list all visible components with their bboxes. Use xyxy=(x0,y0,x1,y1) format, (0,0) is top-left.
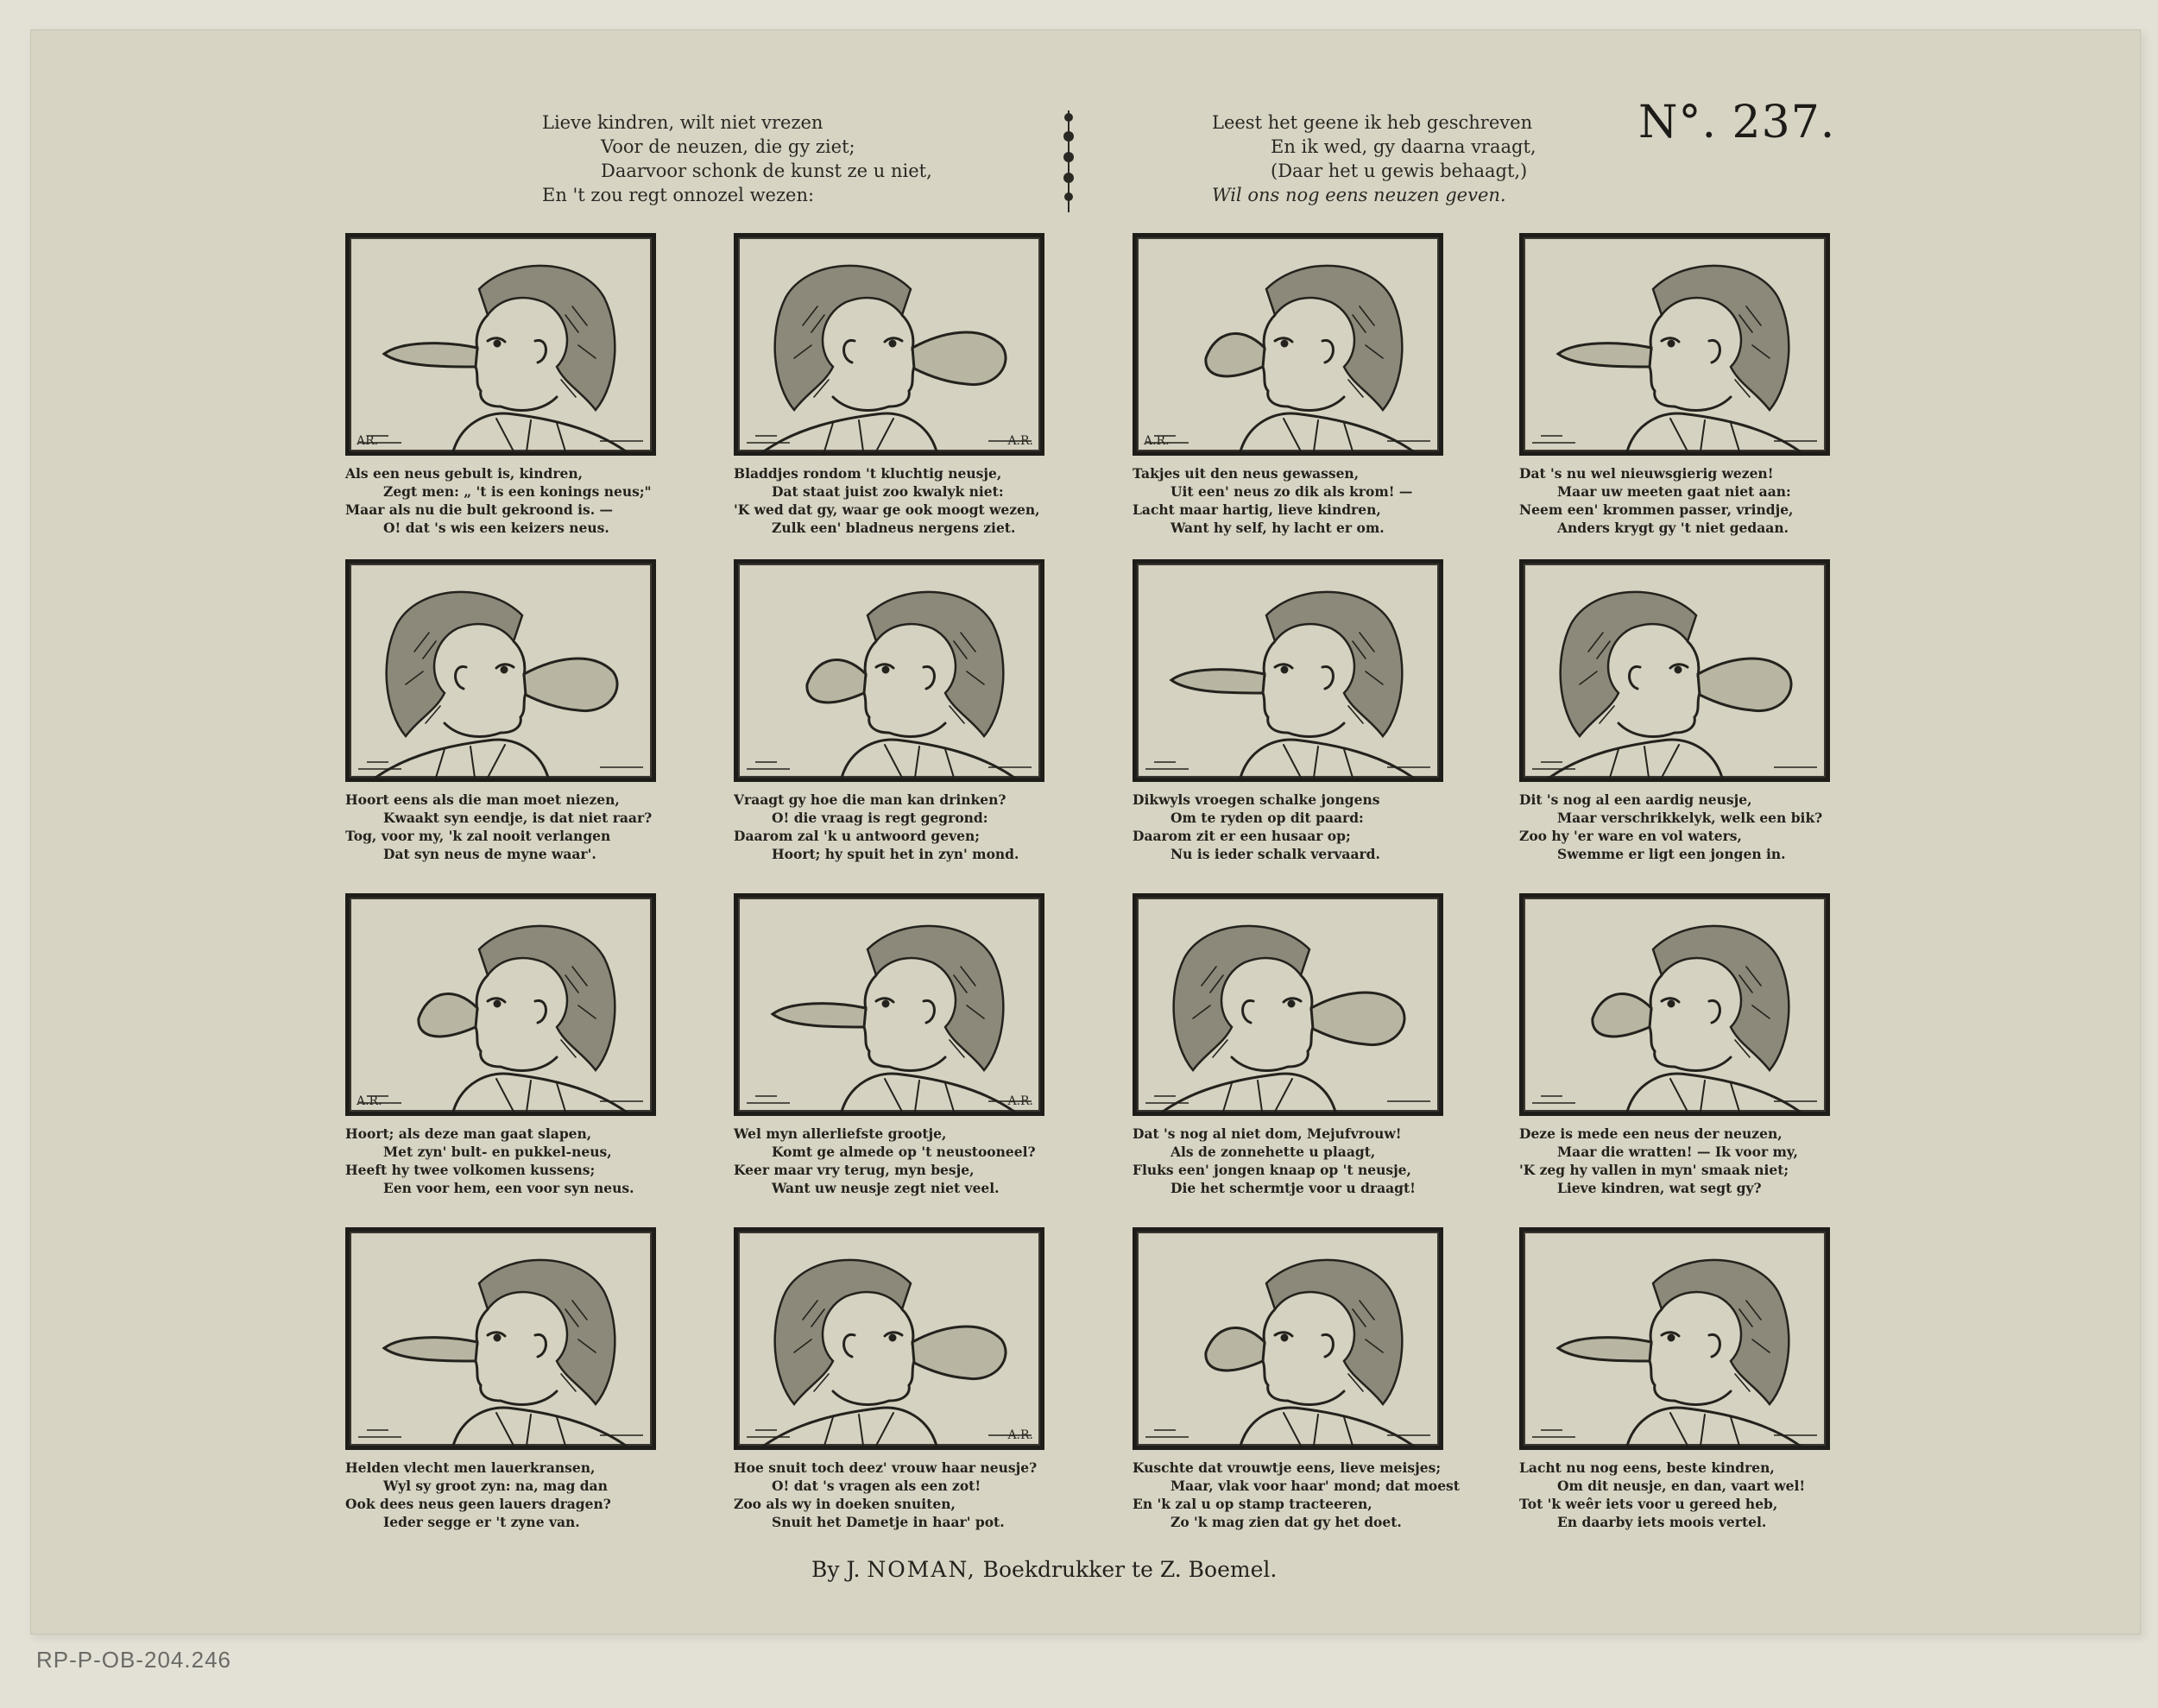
woodcut-panel xyxy=(734,893,1044,1197)
verse-caption xyxy=(345,464,656,537)
woodcut-frame xyxy=(345,1227,656,1450)
caption-line: Takjes uit den neus gewassen, xyxy=(1133,465,1360,482)
caption-line: Heeft hy twee volkomen kussens; xyxy=(345,1162,596,1178)
caption-line: Bladdjes rondom 't kluchtig neusje, xyxy=(734,465,1002,482)
caption-line: Tog, voor my, 'k zal nooit verlangen xyxy=(345,828,611,844)
woodcut-frame xyxy=(1519,559,1830,782)
caption-line: Want hy self, hy lacht er om. xyxy=(1170,520,1385,536)
caption-line: Hoe snuit toch deez' vrouw haar neusje? xyxy=(734,1459,1038,1476)
caption-line: En 'k zal u op stamp tracteeren, xyxy=(1133,1496,1372,1512)
verse-caption xyxy=(1133,1459,1460,1531)
verse-right-line: (Daar het u gewis behaagt,) xyxy=(1271,161,1528,181)
woodcut-frame xyxy=(1133,559,1443,782)
caption-line: Daarom zit er een husaar op; xyxy=(1133,828,1351,844)
caption-line: Wel myn allerliefste grootje, xyxy=(734,1125,947,1142)
woodcut-panel xyxy=(1519,233,1830,537)
caption-line: Komt ge almede op 't neustooneel? xyxy=(772,1144,1036,1160)
grandmother-long-nose-icon xyxy=(738,898,1040,1112)
caption-line: En daarby iets moois vertel. xyxy=(1557,1514,1767,1530)
woodcut-panel xyxy=(345,1227,656,1531)
caption-line: Hoort; als deze man gaat slapen, xyxy=(345,1125,592,1142)
caption-line: Uit een' neus zo dik als krom! — xyxy=(1170,483,1413,500)
verse-right xyxy=(1212,110,1536,207)
caption-line: Zoo als wy in doeken snuiten, xyxy=(734,1496,956,1512)
king-with-crowned-nose-icon xyxy=(350,237,652,451)
verse-caption xyxy=(1519,791,1830,863)
caption-line: O! die vraag is regt gegrond: xyxy=(772,810,988,826)
verse-left-line: Lieve kindren, wilt niet vrezen xyxy=(542,112,823,133)
verse-left-line: En 't zou regt onnozel wezen: xyxy=(542,185,815,205)
woodcut-panel xyxy=(1133,1227,1460,1531)
caption-line: Lacht nu nog eens, beste kindren, xyxy=(1519,1459,1775,1476)
woodcut-panel xyxy=(345,233,656,537)
man-with-trunk-nose-icon xyxy=(738,564,1040,778)
engraver-monogram: A.R. xyxy=(1007,434,1033,448)
caption-line: Neem een' krommen passer, vrindje, xyxy=(1519,501,1794,518)
woodcut-frame xyxy=(1519,233,1830,456)
caption-line: Tot 'k weêr iets voor u gereed heb, xyxy=(1519,1496,1778,1512)
verse-caption xyxy=(345,1125,656,1197)
imprint xyxy=(811,1557,1277,1582)
caption-line: Fluks een' jongen knaap op 't neusje, xyxy=(1133,1162,1411,1178)
caption-line: Daarom zal 'k u antwoord geven; xyxy=(734,828,980,844)
caption-line: Zoo hy 'er ware en vol waters, xyxy=(1519,828,1742,844)
verse-left-line: Voor de neuzen, die gy ziet; xyxy=(601,136,855,157)
caption-line: Dat staat juist zoo kwalyk niet: xyxy=(772,483,1004,500)
woodcut-panel xyxy=(1133,893,1443,1197)
caption-line: Deze is mede een neus der neuzen, xyxy=(1519,1125,1783,1142)
caption-line: Swemme er ligt een jongen in. xyxy=(1557,846,1786,862)
caption-line: Keer maar vry terug, myn besje, xyxy=(734,1162,975,1178)
imprint-pre: By J. xyxy=(811,1557,868,1582)
woodcut-panel xyxy=(734,1227,1044,1531)
verse-caption xyxy=(345,1459,656,1531)
woodcut-frame xyxy=(1519,893,1830,1116)
caption-line: Zegt men: „ 't is een konings neus;" xyxy=(383,483,652,500)
caption-line: Kwaakt syn eendje, is dat niet raar? xyxy=(383,810,653,826)
woodcut-frame xyxy=(1133,233,1443,456)
verse-right-line: Leest het geene ik heb geschreven xyxy=(1212,112,1533,133)
caption-line: Maar, vlak voor haar' mond; dat moest xyxy=(1170,1478,1460,1494)
man-laurel-wreath-nose-icon xyxy=(350,1232,652,1446)
woodcut-panel xyxy=(345,893,656,1197)
engraver-monogram: A.R. xyxy=(357,1094,382,1108)
caption-line: Om dit neusje, en dan, vaart wel! xyxy=(1557,1478,1806,1494)
verse-caption xyxy=(734,1459,1044,1531)
caption-line: Dit 's nog al een aardig neusje, xyxy=(1519,791,1752,808)
caption-line: Zulk een' bladneus nergens ziet. xyxy=(772,520,1016,536)
caption-line: Dat 's nu wel nieuwsgierig wezen! xyxy=(1519,465,1774,482)
hussar-riding-nose-icon xyxy=(1137,564,1439,778)
caption-line: Zo 'k mag zien dat gy het doet. xyxy=(1170,1514,1402,1530)
woodcut-frame xyxy=(345,893,656,1116)
caption-line: Die het schermtje voor u draagt! xyxy=(1170,1180,1416,1196)
woman-sausage-nose-icon xyxy=(1137,1232,1439,1446)
woodcut-frame xyxy=(734,233,1044,456)
verse-caption xyxy=(734,1125,1044,1197)
caption-line: Lieve kindren, wat segt gy? xyxy=(1557,1180,1762,1196)
caption-line: Met zyn' bult- en pukkel-neus, xyxy=(383,1144,612,1160)
caption-line: Als de zonnehette u plaagt, xyxy=(1170,1144,1376,1160)
woman-bell-nose-icon xyxy=(738,1232,1040,1446)
verse-left-line: Daarvoor schonk de kunst ze u niet, xyxy=(601,161,932,181)
engraver-monogram: A.R. xyxy=(1007,1094,1033,1108)
woodcut-panel xyxy=(1133,233,1443,537)
imprint-printer-name: NOMAN, xyxy=(867,1557,976,1582)
caption-line: Kuschte dat vrouwtje eens, lieve meisjes; xyxy=(1133,1459,1442,1476)
caption-line: Dat syn neus de myne waar'. xyxy=(383,846,596,862)
sheet-number: N°. 237. xyxy=(1638,97,1836,148)
caption-line: Dikwyls vroegen schalke jongens xyxy=(1133,791,1380,808)
imprint-post: Boekdrukker te Z. Boemel. xyxy=(975,1557,1278,1582)
woman-parasol-nose-icon xyxy=(1137,898,1439,1112)
verse-right-line: Wil ons nog eens neuzen geven. xyxy=(1212,185,1506,205)
caption-line: Anders krygt gy 't niet gedaan. xyxy=(1557,520,1789,536)
woodcut-frame xyxy=(345,559,656,782)
vertical-ornament-icon xyxy=(1060,110,1077,212)
caption-line: Maar als nu die bult gekroond is. — xyxy=(345,501,614,518)
caption-line: Lacht maar hartig, lieve kindren, xyxy=(1133,501,1381,518)
man-with-duck-nose-icon xyxy=(350,564,652,778)
man-with-long-nose-icon xyxy=(1524,564,1826,778)
woodcut-panel xyxy=(1519,1227,1830,1531)
woodcut-panel xyxy=(1519,893,1830,1197)
man-with-spotted-nose-icon xyxy=(1524,898,1826,1112)
caption-line: Een voor hem, een voor syn neus. xyxy=(383,1180,634,1196)
verse-caption xyxy=(1519,464,1830,537)
woodcut-frame xyxy=(1519,1227,1830,1450)
man-with-branch-nose-icon xyxy=(1137,237,1439,451)
verse-caption xyxy=(1519,1459,1830,1531)
woodcut-frame xyxy=(345,233,656,456)
caption-line: Maar uw meeten gaat niet aan: xyxy=(1557,483,1791,500)
man-measuring-nose-icon xyxy=(1524,237,1826,451)
caption-line: Nu is ieder schalk vervaard. xyxy=(1170,846,1380,862)
caption-line: O! dat 's vragen als een zot! xyxy=(772,1478,981,1494)
caption-line: Snuit het Dametje in haar' pot. xyxy=(772,1514,1005,1530)
woodcut-panel xyxy=(1519,559,1830,863)
woodcut-frame xyxy=(1133,1227,1443,1450)
woodcut-frame xyxy=(734,893,1044,1116)
woodcut-panel xyxy=(734,559,1044,863)
caption-line: Want uw neusje zegt niet veel. xyxy=(772,1180,1000,1196)
caption-line: Hoort eens als die man moet niezen, xyxy=(345,791,620,808)
woodcut-frame xyxy=(734,1227,1044,1450)
caption-line: Als een neus gebult is, kindren, xyxy=(345,465,584,482)
engraver-monogram: A.R. xyxy=(1007,1428,1033,1442)
inventory-number: RP-P-OB-204.246 xyxy=(36,1647,231,1673)
woodcut-frame xyxy=(1133,893,1443,1116)
caption-line: Maar verschrikkelyk, welk een bik? xyxy=(1557,810,1823,826)
caption-line: Vraagt gy hoe die man kan drinken? xyxy=(734,791,1006,808)
caption-line: Ieder segge er 't zyne van. xyxy=(383,1514,580,1530)
woodcut-panel xyxy=(345,559,656,863)
caption-line: Hoort; hy spuit het in zyn' mond. xyxy=(772,846,1019,862)
caption-line: Dat 's nog al niet dom, Mejufvrouw! xyxy=(1133,1125,1402,1142)
caption-line: O! dat 's wis een keizers neus. xyxy=(383,520,609,536)
verse-caption xyxy=(1519,1125,1830,1197)
woodcut-panel xyxy=(734,233,1044,537)
caption-line: 'K zeg hy vallen in myn' smaak niet; xyxy=(1519,1162,1789,1178)
verse-caption xyxy=(734,791,1044,863)
verse-caption xyxy=(1133,464,1443,537)
woodcut-panel xyxy=(1133,559,1443,863)
caption-line: Helden vlecht men lauerkransen, xyxy=(345,1459,596,1476)
engraver-monogram: A.R. xyxy=(1144,434,1170,448)
man-pipe-chimney-nose-icon xyxy=(1524,1232,1826,1446)
woodcut-frame xyxy=(734,559,1044,782)
caption-line: 'K wed dat gy, waar ge ook moogt wezen, xyxy=(734,501,1040,518)
caption-line: Om te ryden op dit paard: xyxy=(1170,810,1364,826)
verse-left xyxy=(542,110,932,207)
man-with-pillow-nose-icon xyxy=(350,898,652,1112)
verse-caption xyxy=(345,791,656,863)
caption-line: Ook dees neus geen lauers dragen? xyxy=(345,1496,611,1512)
caption-line: Wyl sy groot zyn: na, mag dan xyxy=(383,1478,608,1494)
caption-line: Maar die wratten! — Ik voor my, xyxy=(1557,1144,1798,1160)
verse-caption xyxy=(734,464,1044,537)
verse-caption xyxy=(1133,1125,1443,1197)
verse-right-line: En ik wed, gy daarna vraagt, xyxy=(1271,136,1536,157)
engraver-monogram: AR. xyxy=(357,434,379,448)
verse-caption xyxy=(1133,791,1443,863)
man-with-leafy-nose-icon xyxy=(738,237,1040,451)
